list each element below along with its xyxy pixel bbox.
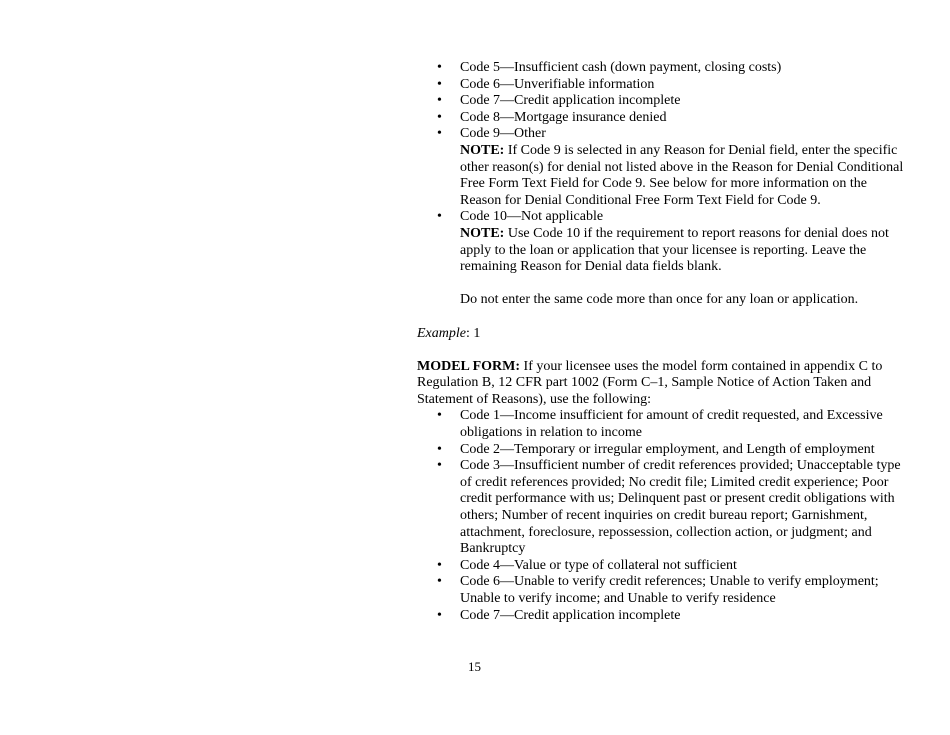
model-form-text: If your licensee uses the model form contained in appendix C to Regulation B, 12 CFR part 1002 (Form C–1, Sample Notice of Action Taken and Statement of Reasons), use the following: <box>417 358 883 407</box>
document-body <box>417 60 907 624</box>
list-item-text: Code 3—Insufficient number of credit references provided; Unacceptable type of credit references provided; No credit file; Limited credit experience; Poor credit performance with us; Delinquent past or present credit obligations with others; Number of recent inquiries on credit bureau report; Garnishment, attachment, foreclosure, repossession, collection action, or judgment; and Bankruptcy <box>460 458 901 557</box>
list-item-text: Code 4—Value or type of collateral not sufficient <box>460 557 737 573</box>
example-line <box>417 326 907 343</box>
bullet: • <box>437 126 442 142</box>
bullet: • <box>437 109 442 125</box>
list-item <box>417 77 907 94</box>
bullet: • <box>437 574 442 590</box>
bullet: • <box>437 458 442 474</box>
note-label: NOTE: <box>460 225 505 241</box>
list-item-text: Code 2—Temporary or irregular employment, and Length of employment <box>460 441 875 457</box>
list-item <box>417 608 907 625</box>
page-number: 15 <box>468 659 481 674</box>
list-item-text: Code 6—Unverifiable information <box>460 76 655 92</box>
list-item <box>417 110 907 127</box>
model-form-label: MODEL FORM: <box>417 358 521 374</box>
list-item <box>417 209 907 275</box>
list-item-text: Code 7—Credit application incomplete <box>460 93 681 109</box>
note-text: Use Code 10 if the requirement to report reasons for denial does not apply to the loan or application that your licensee is reporting. Leave the remaining Reason for Denial data fields blank. <box>460 225 889 275</box>
example-value: : 1 <box>465 325 481 341</box>
bullet: • <box>437 209 442 225</box>
list-item-text: Code 1—Income insufficient for amount of credit requested, and Excessive obligations in relation to income <box>460 408 883 441</box>
model-form-codes-list <box>417 408 907 624</box>
list-item <box>417 126 907 209</box>
bullet: • <box>437 76 442 92</box>
list-item <box>417 93 907 110</box>
list-item-text: Code 6—Unable to verify credit references; Unable to verify employment; Unable to verify income; and Unable to verify residence <box>460 574 879 606</box>
list-item-text: Code 10—Not applicable <box>460 209 604 225</box>
model-form-paragraph <box>417 359 907 409</box>
list-item <box>417 60 907 77</box>
denial-codes-list <box>417 60 907 276</box>
list-item <box>417 442 907 459</box>
bullet: • <box>437 408 442 424</box>
note-text: If Code 9 is selected in any Reason for Denial field, enter the specific other reason(s) for denial not listed above in the Reason for Denial Conditional Free Form Text Field for Code 9. See below for more information on the Reason for Denial Conditional Free Form Text Field for Code 9. <box>460 142 904 208</box>
list-item-text: Code 9—Other <box>460 126 546 142</box>
list-item <box>417 574 907 607</box>
list-item <box>417 408 907 441</box>
list-item <box>417 458 907 558</box>
bullet: • <box>437 557 442 573</box>
bullet: • <box>437 93 442 109</box>
list-item-text: Code 7—Credit application incomplete <box>460 607 681 623</box>
bullet: • <box>437 607 442 623</box>
note-label: NOTE: <box>460 142 505 158</box>
no-duplicate-instruction: Do not enter the same code more than once for any loan or application. <box>460 292 859 308</box>
list-item-text: Code 8—Mortgage insurance denied <box>460 109 667 125</box>
bullet: • <box>437 441 442 457</box>
example-label: Example <box>417 325 466 341</box>
bullet: • <box>437 60 442 75</box>
list-item-text: Code 5—Insufficient cash (down payment, closing costs) <box>460 60 782 75</box>
list-item <box>417 558 907 575</box>
